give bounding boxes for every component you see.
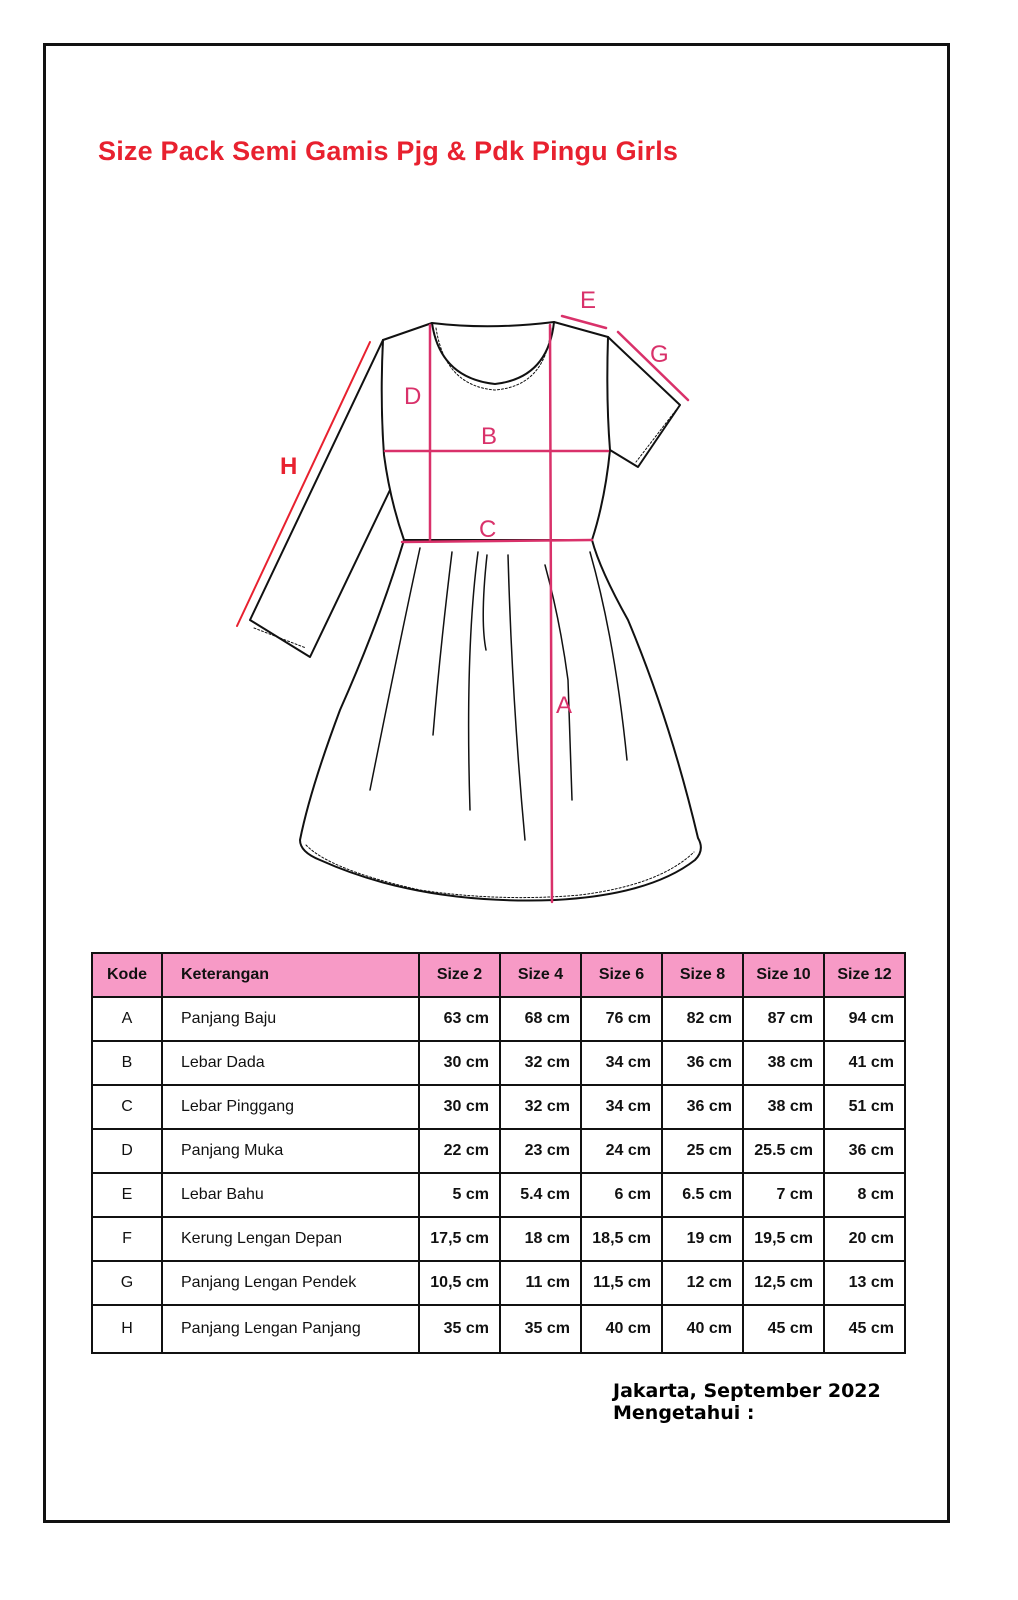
cell-value: 87 cm xyxy=(743,997,824,1041)
cell-keterangan: Panjang Lengan Pendek xyxy=(162,1261,419,1305)
table-row xyxy=(92,1305,905,1353)
cell-value: 23 cm xyxy=(500,1129,581,1173)
cell-value: 94 cm xyxy=(824,997,905,1041)
header-size-2: Size 2 xyxy=(419,953,500,997)
cell-value: 36 cm xyxy=(662,1041,743,1085)
cell-keterangan: Lebar Pinggang xyxy=(162,1085,419,1129)
cell-value: 17,5 cm xyxy=(419,1217,500,1261)
cell-value: 36 cm xyxy=(662,1085,743,1129)
label-g: G xyxy=(650,341,669,368)
cell-value: 45 cm xyxy=(824,1305,905,1353)
cell-kode: A xyxy=(92,997,162,1041)
acknowledged-label: Mengetahui : xyxy=(613,1402,755,1424)
cell-value: 45 cm xyxy=(743,1305,824,1353)
cell-value: 38 cm xyxy=(743,1085,824,1129)
cell-value: 36 cm xyxy=(824,1129,905,1173)
cell-value: 7 cm xyxy=(743,1173,824,1217)
cell-value: 18 cm xyxy=(500,1217,581,1261)
cell-value: 30 cm xyxy=(419,1041,500,1085)
cell-value: 32 cm xyxy=(500,1041,581,1085)
cell-value: 8 cm xyxy=(824,1173,905,1217)
cell-value: 11,5 cm xyxy=(581,1261,662,1305)
cell-kode: F xyxy=(92,1217,162,1261)
header-size-6: Size 6 xyxy=(581,953,662,997)
header-size-12: Size 12 xyxy=(824,953,905,997)
cell-value: 12 cm xyxy=(662,1261,743,1305)
size-chart-table xyxy=(91,952,906,1354)
cell-value: 18,5 cm xyxy=(581,1217,662,1261)
header-size-4: Size 4 xyxy=(500,953,581,997)
header-keterangan: Keterangan xyxy=(162,953,419,997)
cell-kode: E xyxy=(92,1173,162,1217)
cell-value: 40 cm xyxy=(581,1305,662,1353)
cell-value: 40 cm xyxy=(662,1305,743,1353)
cell-value: 38 cm xyxy=(743,1041,824,1085)
cell-value: 25 cm xyxy=(662,1129,743,1173)
cell-kode: G xyxy=(92,1261,162,1305)
page-title: Size Pack Semi Gamis Pjg & Pdk Pingu Girls xyxy=(98,136,679,166)
cell-value: 5.4 cm xyxy=(500,1173,581,1217)
cell-value: 34 cm xyxy=(581,1085,662,1129)
cell-keterangan: Lebar Bahu xyxy=(162,1173,419,1217)
cell-value: 10,5 cm xyxy=(419,1261,500,1305)
cell-value: 5 cm xyxy=(419,1173,500,1217)
cell-value: 12,5 cm xyxy=(743,1261,824,1305)
cell-value: 24 cm xyxy=(581,1129,662,1173)
cell-value: 68 cm xyxy=(500,997,581,1041)
cell-keterangan: Lebar Dada xyxy=(162,1041,419,1085)
cell-kode: B xyxy=(92,1041,162,1085)
cell-value: 35 cm xyxy=(419,1305,500,1353)
cell-value: 22 cm xyxy=(419,1129,500,1173)
cell-value: 41 cm xyxy=(824,1041,905,1085)
cell-kode: D xyxy=(92,1129,162,1173)
header-size-10: Size 10 xyxy=(743,953,824,997)
table-row xyxy=(92,1085,905,1129)
cell-value: 6 cm xyxy=(581,1173,662,1217)
table-header-row xyxy=(92,953,905,997)
dress-measurement-diagram xyxy=(225,280,725,920)
cell-value: 76 cm xyxy=(581,997,662,1041)
cell-value: 63 cm xyxy=(419,997,500,1041)
cell-keterangan: Panjang Baju xyxy=(162,997,419,1041)
cell-value: 51 cm xyxy=(824,1085,905,1129)
cell-kode: C xyxy=(92,1085,162,1129)
cell-value: 19 cm xyxy=(662,1217,743,1261)
table-row xyxy=(92,1041,905,1085)
cell-value: 13 cm xyxy=(824,1261,905,1305)
table-row xyxy=(92,1217,905,1261)
table-row xyxy=(92,997,905,1041)
cell-value: 32 cm xyxy=(500,1085,581,1129)
label-b: B xyxy=(481,423,498,450)
label-h: H xyxy=(280,453,298,480)
cell-value: 35 cm xyxy=(500,1305,581,1353)
header-size-8: Size 8 xyxy=(662,953,743,997)
cell-value: 6.5 cm xyxy=(662,1173,743,1217)
label-d: D xyxy=(404,383,422,410)
cell-value: 20 cm xyxy=(824,1217,905,1261)
signature-block xyxy=(613,1380,881,1424)
cell-value: 11 cm xyxy=(500,1261,581,1305)
cell-value: 82 cm xyxy=(662,997,743,1041)
header-kode: Kode xyxy=(92,953,162,997)
table-row xyxy=(92,1173,905,1217)
table-row xyxy=(92,1129,905,1173)
place-date: Jakarta, September 2022 xyxy=(613,1380,881,1402)
cell-value: 19,5 cm xyxy=(743,1217,824,1261)
cell-keterangan: Panjang Lengan Panjang xyxy=(162,1305,419,1353)
cell-keterangan: Kerung Lengan Depan xyxy=(162,1217,419,1261)
cell-kode: H xyxy=(92,1305,162,1353)
label-e: E xyxy=(580,287,597,314)
cell-value: 30 cm xyxy=(419,1085,500,1129)
label-a: A xyxy=(556,692,573,719)
cell-keterangan: Panjang Muka xyxy=(162,1129,419,1173)
cell-value: 34 cm xyxy=(581,1041,662,1085)
table-row xyxy=(92,1261,905,1305)
label-c: C xyxy=(479,516,497,543)
cell-value: 25.5 cm xyxy=(743,1129,824,1173)
